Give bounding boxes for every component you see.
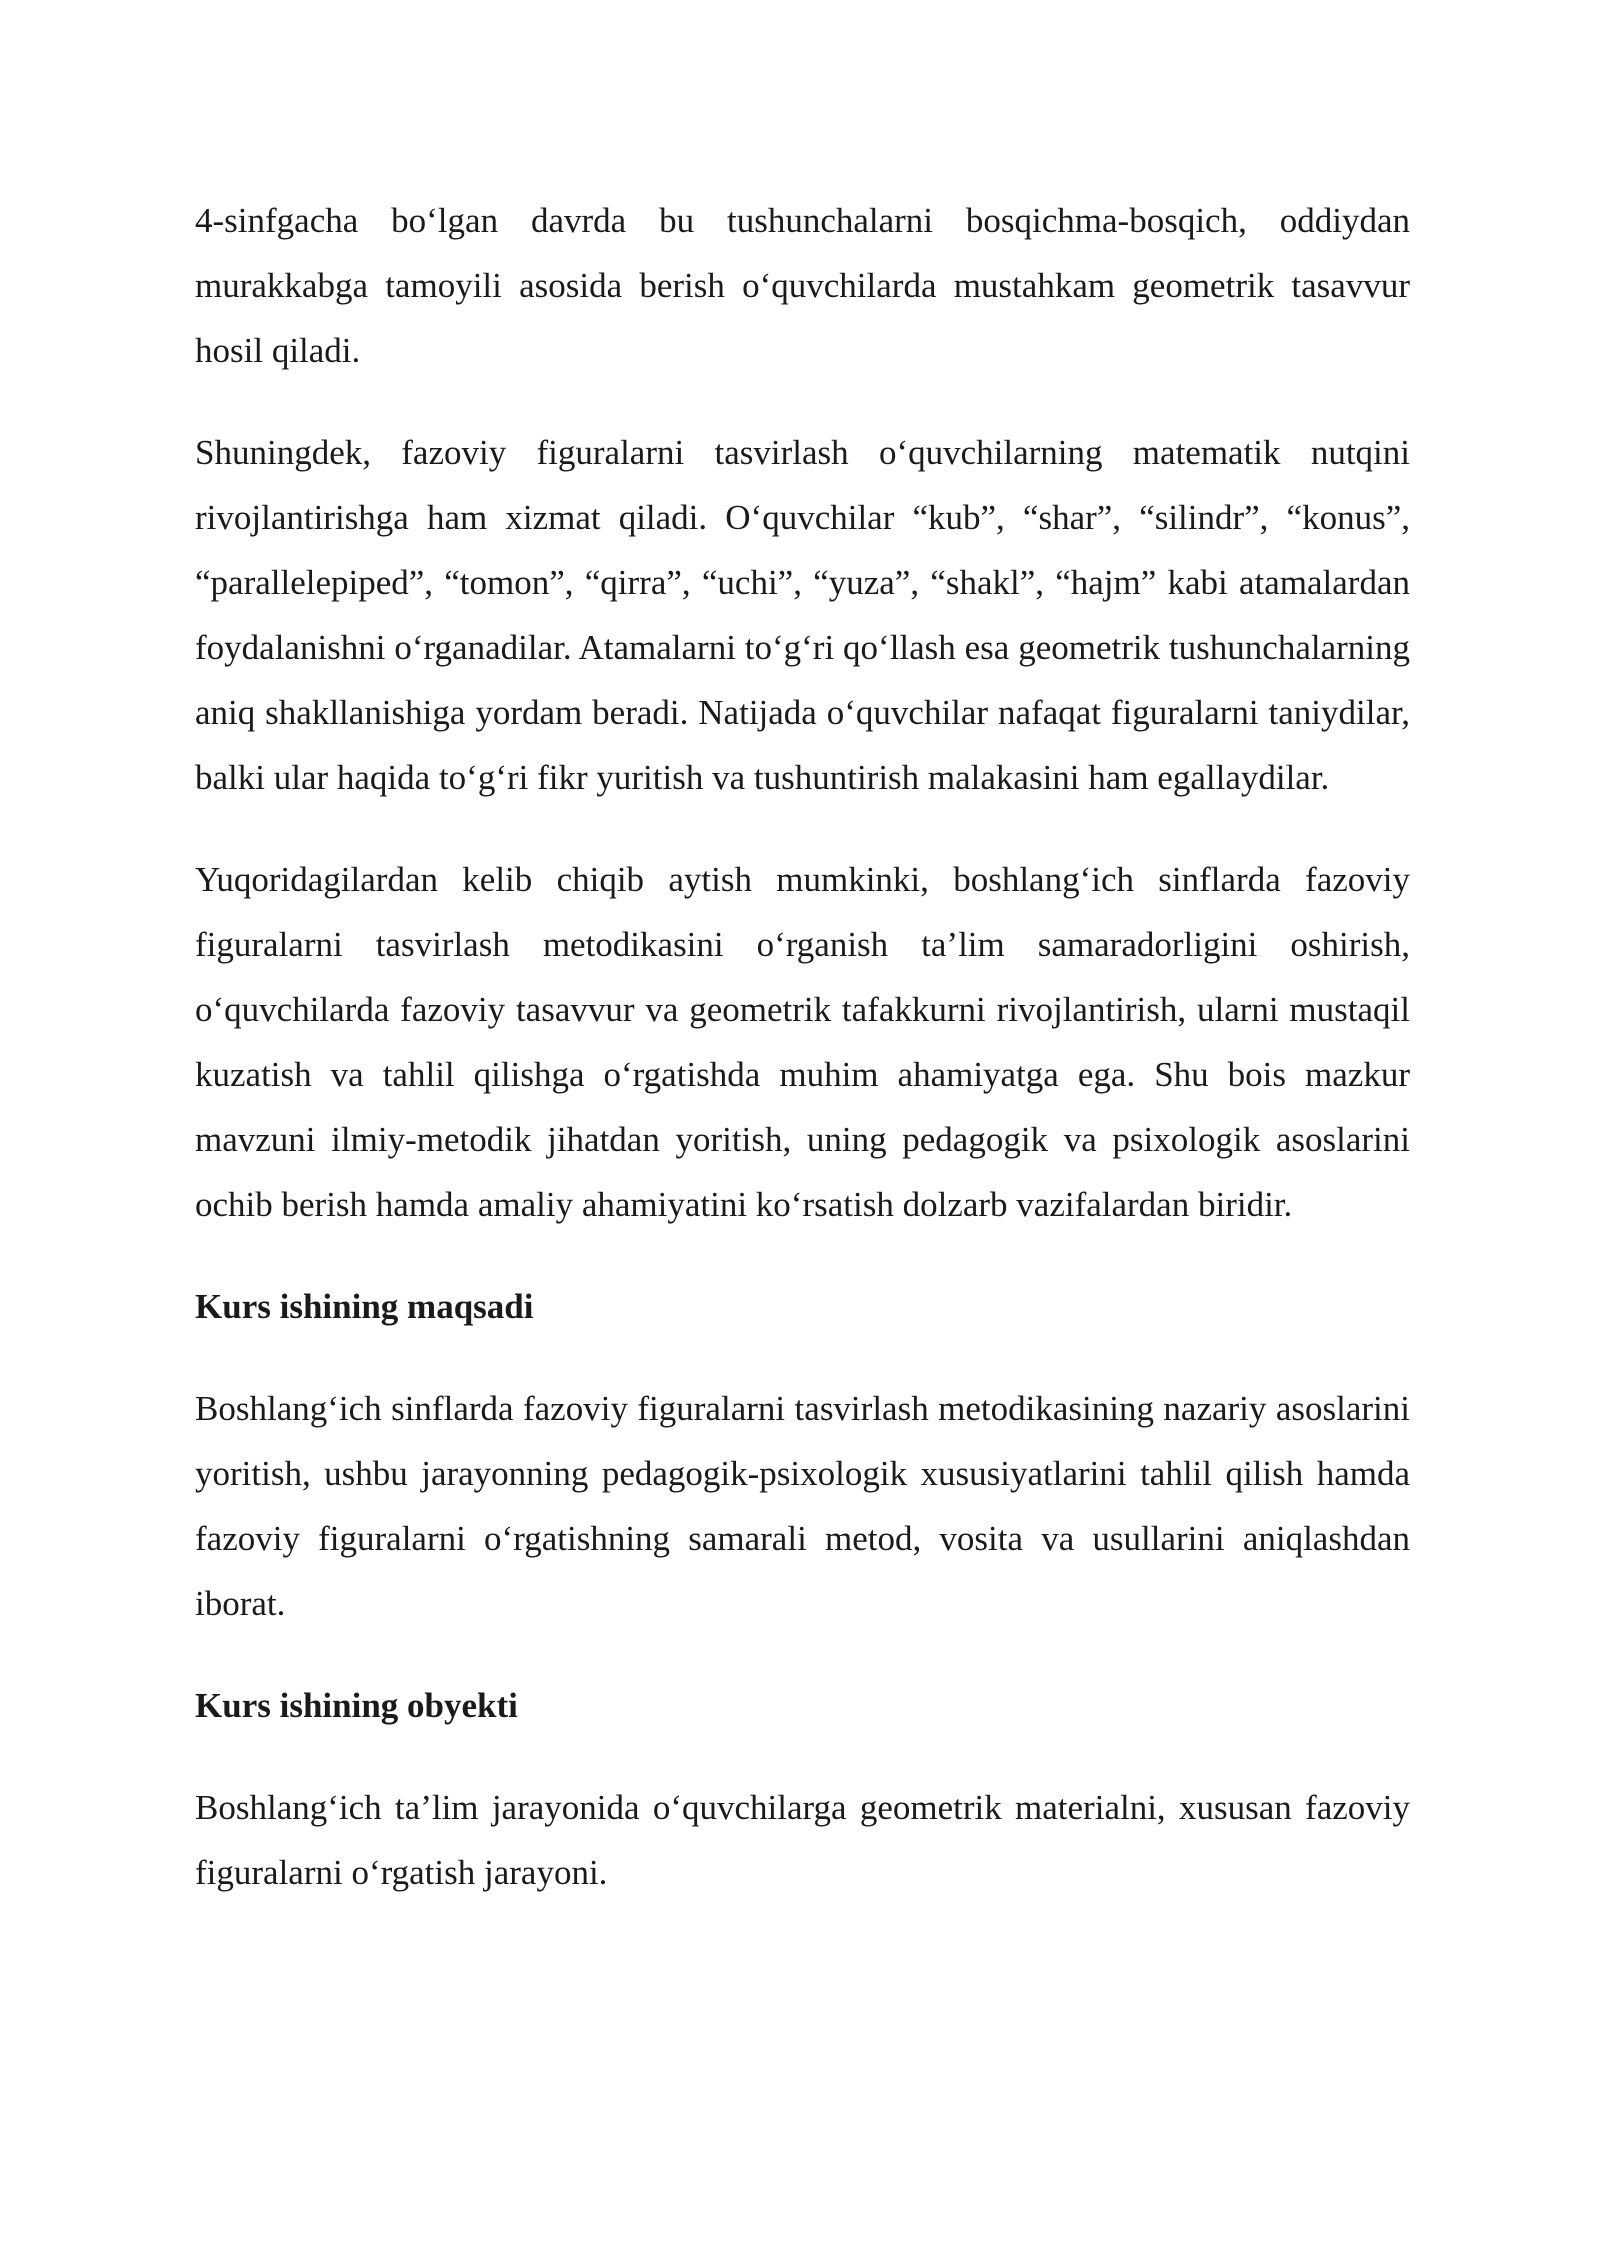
paragraph-course-goal: Boshlang‘ich sinflarda fazoviy figuralarni tasvirlash metodikasining nazariy asoslarini yoritish, ushbu jarayonning pedagogik-psixologik xususiyatlarini tahlil qilish hamda fazoviy figuralarni o‘rgatishning samarali metod, vosita va usullarini aniqlashdan iborat. — [195, 1389, 1410, 1623]
paragraph-math-speech: Shuningdek, fazoviy figuralarni tasvirlash o‘quvchilarning matematik nutqini rivojlantirishga ham xizmat qiladi. O‘quvchilar “kub”, “shar”, “silindr”, “konus”, “parallelepiped”, “tomon”, “qirra”, “uchi”, “yuza”, “shakl”, “hajm” kabi atamalardan foydalanishni o‘rganadilar. Atamalarni to‘g‘ri qo‘llash esa geometrik tushunchalarning aniq shakllanishiga yordam beradi. Natijada o‘quvchilar nafaqat figuralarni taniydilar, balki ular haqida to‘g‘ri fikr yuritish va tushuntirish malakasini ham egallaydilar. — [195, 433, 1410, 797]
heading-course-goal: Kurs ishining maqsadi — [195, 1287, 534, 1326]
paragraph-course-object: Boshlang‘ich ta’lim jarayonida o‘quvchilarga geometrik materialni, xususan fazoviy figuralarni o‘rgatish jarayoni. — [195, 1788, 1410, 1892]
paragraph-intro: 4-sinfgacha bo‘lgan davrda bu tushunchalarni bosqichma-bosqich, oddiydan murakkabga tamoyili asosida berish o‘quvchilarda mustahkam geometrik tasavvur hosil qiladi. — [195, 201, 1410, 370]
document-body — [195, 188, 1410, 1942]
paragraph-conclusion: Yuqoridagilardan kelib chiqib aytish mumkinki, boshlang‘ich sinflarda fazoviy figuralarni tasvirlash metodikasini o‘rganish ta’lim samaradorligini oshirish, o‘quvchilarda fazoviy tasavvur va geometrik tafakkurni rivojlantirish, ularni mustaqil kuzatish va tahlil qilishga o‘rgatishda muhim ahamiyatga ega. Shu bois mazkur mavzuni ilmiy-metodik jihatdan yoritish, uning pedagogik va psixologik asoslarini ochib berish hamda amaliy ahamiyatini ko‘rsatish dolzarb vazifalardan biridir. — [195, 860, 1410, 1224]
heading-course-object: Kurs ishining obyekti — [195, 1686, 518, 1725]
